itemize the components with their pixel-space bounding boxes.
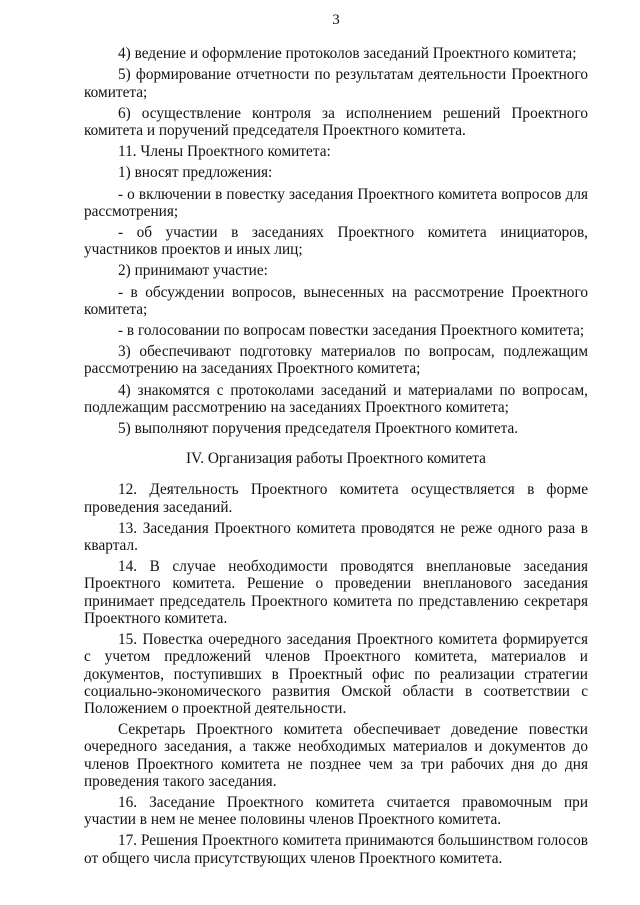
paragraph: 13. Заседания Проектного комитета проводятся не реже одного раза в квартал.: [84, 519, 588, 555]
paragraph: Секретарь Проектного комитета обеспечивает доведение повестки очередного заседания, а также необходимых материалов и документов до членов Проектного комитета не позднее чем за три рабочих дня до дня проведения такого заседания.: [84, 721, 588, 790]
paragraph: 2) принимают участие:: [118, 262, 268, 280]
page-number: 3: [332, 12, 340, 28]
paragraph: 16. Заседание Проектного комитета считается правомочным при участии в нем не менее половины членов Проектного комитета.: [84, 793, 588, 829]
paragraph: 14. В случае необходимости проводятся внеплановые заседания Проектного комитета. Решение о проведении внепланового заседания принимает председатель Проектного комитета по представлению секретаря Проектного комитета.: [84, 558, 588, 627]
section-heading: IV. Организация работы Проектного комитета: [186, 450, 486, 468]
paragraph: 4) знакомятся с протоколами заседаний и материалами по вопросам, подлежащим рассмотрению на заседаниях Проектного комитета;: [84, 381, 588, 416]
paragraph: 17. Решения Проектного комитета принимаются большинством голосов от общего числа присутствующих членов Проектного комитета.: [84, 832, 588, 867]
paragraph: - об участии в заседаниях Проектного комитета инициаторов, участников проектов и иных лиц;: [84, 224, 588, 259]
section-iv-body: [84, 481, 588, 866]
paragraph: 6) осуществление контроля за исполнением решений Проектного комитета и поручений председателя Проектного комитета.: [84, 104, 588, 140]
paragraph: 15. Повестка очередного заседания Проектного комитета формируется с учетом предложений членов Проектного комитета, материалов и документов, поступивших в Проектный офис по реализации стратегии социально-экономического развития Омской области в соответствии с Положением о проектной деятельности.: [84, 631, 588, 717]
paragraph: 4) ведение и оформление протоколов заседаний Проектного комитета;: [118, 45, 577, 63]
paragraph: - в голосовании по вопросам повестки заседания Проектного комитета;: [118, 322, 585, 340]
paragraph: 5) формирование отчетности по результатам деятельности Проектного комитета;: [84, 66, 588, 101]
paragraph: 5) выполняют поручения председателя Проектного комитета.: [118, 420, 519, 438]
paragraph: - о включении в повестку заседания Проектного комитета вопросов для рассмотрения;: [84, 185, 588, 220]
paragraph: 12. Деятельность Проектного комитета осуществляется в форме проведения заседаний.: [84, 481, 588, 516]
paragraph: 3) обеспечивают подготовку материалов по вопросам, подлежащим рассмотрению на заседаниях Проектного комитета;: [84, 343, 588, 378]
paragraph: - в обсуждении вопросов, вынесенных на рассмотрение Проектного комитета;: [84, 283, 588, 318]
section-iii-body: [84, 45, 588, 437]
paragraph: 1) вносят предложения:: [118, 164, 273, 182]
paragraph: 11. Члены Проектного комитета:: [118, 143, 331, 161]
